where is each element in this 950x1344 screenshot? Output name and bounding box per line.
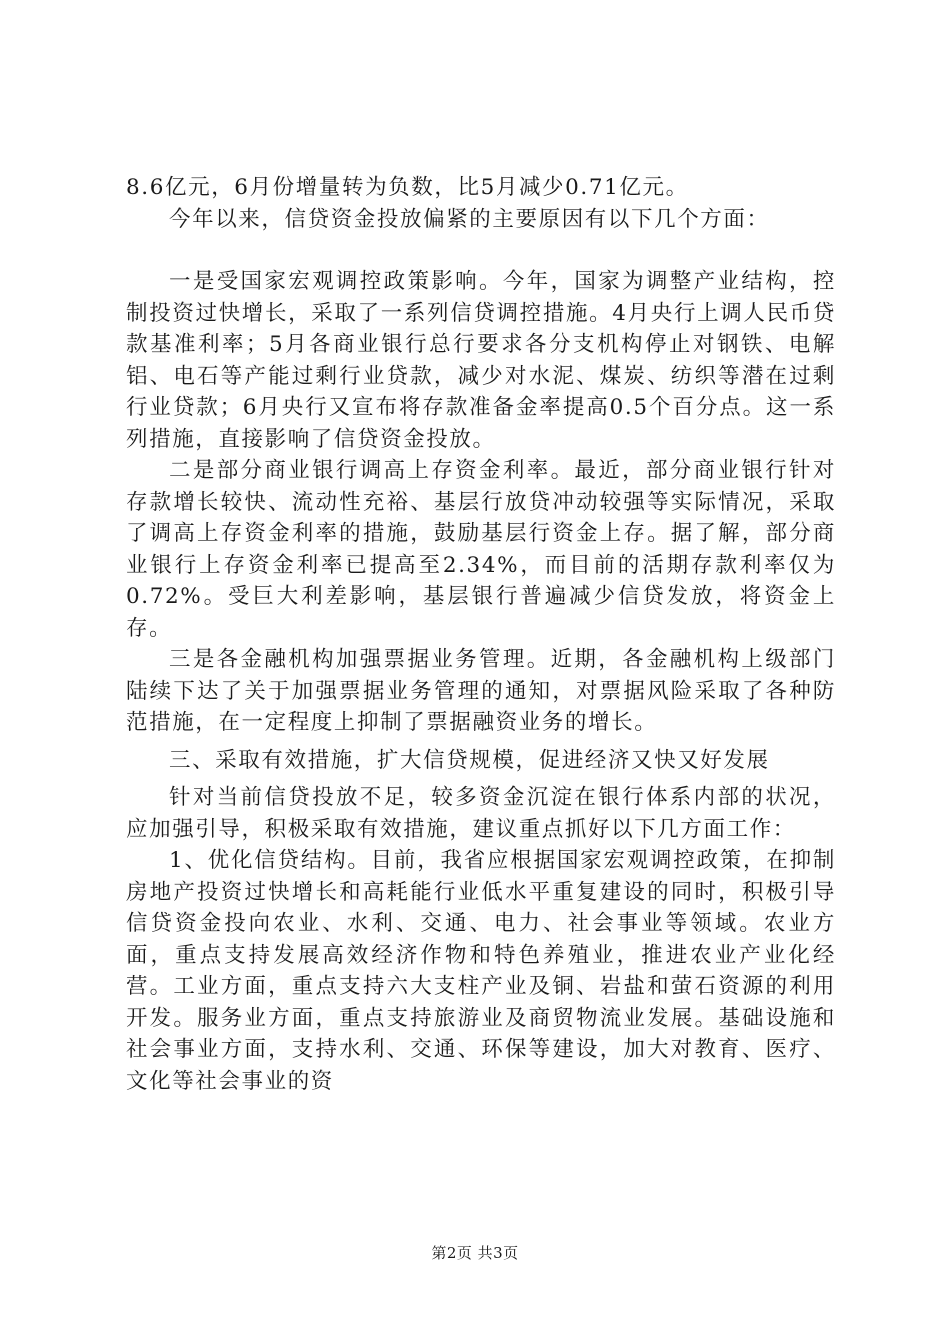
paragraph-cause-three: 三是各金融机构加强票据业务管理。近期，各金融机构上级部门陆续下达了关于加强票据业务管理的通知，对票据风险采取了各种防范措施，在一定程度上抑制了票据融资业务的增长。 xyxy=(126,647,836,735)
paragraph-measures-intro: 针对当前信贷投放不足，较多资金沉淀在银行体系内部的状况，应加强引导，积极采取有效措施，建议重点抓好以下几方面工作： xyxy=(126,785,836,842)
section-heading-three: 三、采取有效措施，扩大信贷规模，促进经济又快又好发展 xyxy=(169,747,770,773)
paragraph-cause-two: 二是部分商业银行调高上存资金利率。最近，部分商业银行针对存款增长较快、流动性充裕、基层行放贷冲动较强等实际情况，采取了调高上存资金利率的措施，鼓励基层行资金上存。据了解，部分商业银行上存资金利率已提高至2.34%，而目前的活期存款利率仅为0.72%。受巨大利差影响，基层银行普遍减少信贷发放，将资金上存。 xyxy=(126,458,836,641)
paragraph-continuation: 8.6亿元，6月份增量转为负数，比5月减少0.71亿元。 xyxy=(126,175,689,200)
document-body xyxy=(126,172,836,1097)
paragraph-causes-intro: 今年以来，信贷资金投放偏紧的主要原因有以下几个方面： xyxy=(169,206,770,232)
page-footer: 第2页 共3页 xyxy=(431,1244,519,1262)
paragraph-cause-one: 一是受国家宏观调控政策影响。今年，国家为调整产业结构，控制投资过快增长，采取了一系列信贷调控措施。4月央行上调人民币贷款基准利率；5月各商业银行总行要求各分支机构停止对钢铁、电解铝、电石等产能过剩行业贷款，减少对水泥、煤炭、纺织等潜在过剩行业贷款；6月央行又宣布将存款准备金率提高0.5个百分点。这一系列措施，直接影响了信贷资金投放。 xyxy=(126,269,836,452)
paragraph-measure-one: 1、优化信贷结构。目前，我省应根据国家宏观调控政策，在抑制房地产投资过快增长和高耗能行业低水平重复建设的同时，积极引导信贷资金投向农业、水利、交通、电力、社会事业等领域。农业方面，重点支持发展高效经济作物和特色养殖业，推进农业产业化经营。工业方面，重点支持六大支柱产业及铜、岩盐和萤石资源的利用开发。服务业方面，重点支持旅游业及商贸物流业发展。基础设施和社会事业方面，支持水利、交通、环保等建设，加大对教育、医疗、文化等社会事业的资 xyxy=(126,848,836,1094)
